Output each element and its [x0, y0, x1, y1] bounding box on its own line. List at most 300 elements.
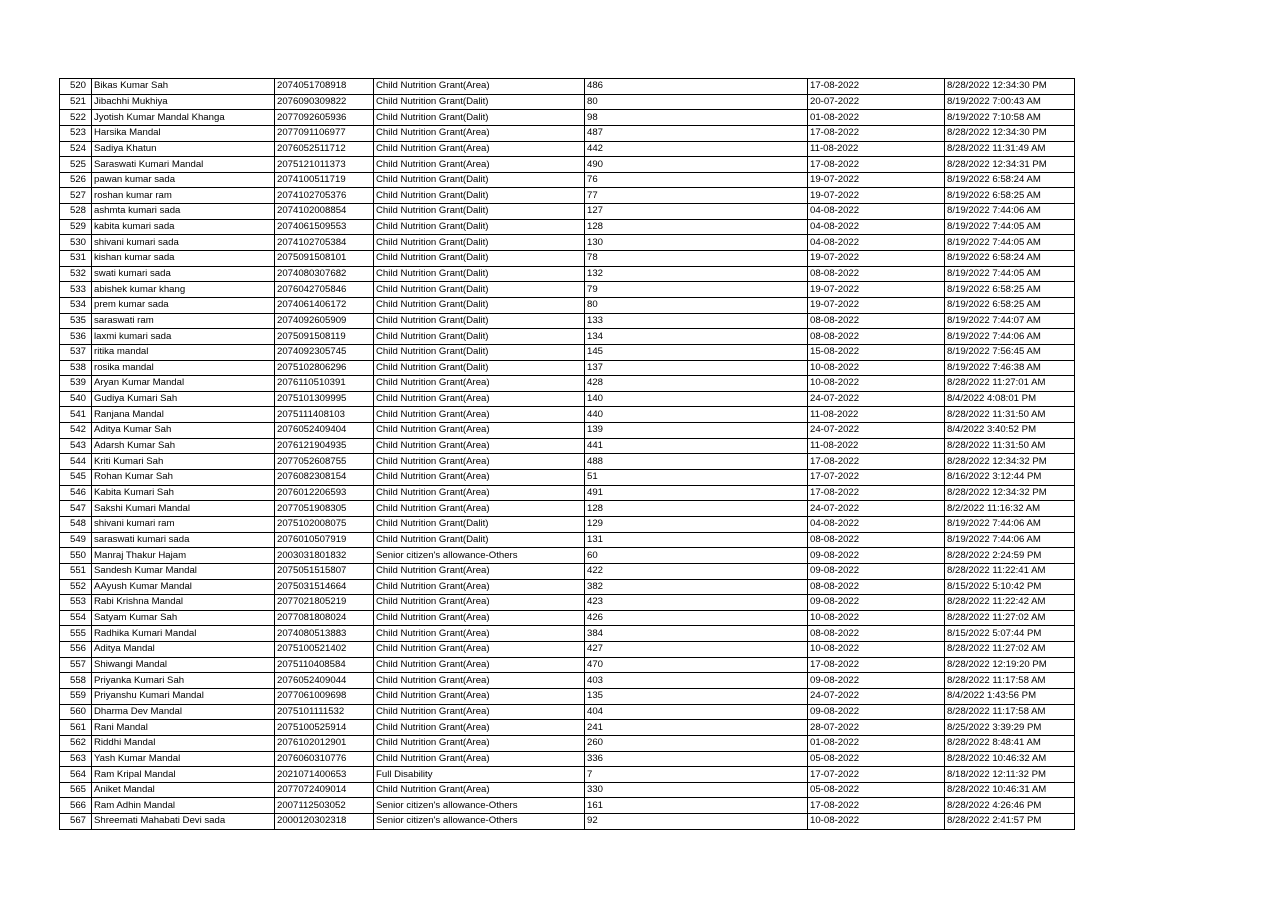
name-cell: Riddhi Mandal — [92, 735, 275, 751]
table-row — [60, 329, 1075, 345]
amount-cell: 486 — [585, 79, 808, 95]
timestamp-cell: 8/28/2022 12:34:32 PM — [945, 485, 1075, 501]
grant-type-cell: Child Nutrition Grant(Area) — [374, 470, 585, 486]
grant-type-cell: Child Nutrition Grant(Dalit) — [374, 313, 585, 329]
date-cell: 19-07-2022 — [808, 188, 945, 204]
serial-number-cell: 529 — [60, 219, 92, 235]
timestamp-cell: 8/19/2022 6:58:25 AM — [945, 282, 1075, 298]
grant-type-cell: Child Nutrition Grant(Area) — [374, 157, 585, 173]
id-number-cell: 2076052409404 — [275, 423, 374, 439]
name-cell: Yash Kumar Mandal — [92, 751, 275, 767]
timestamp-cell: 8/28/2022 2:24:59 PM — [945, 548, 1075, 564]
grant-type-cell: Child Nutrition Grant(Area) — [374, 626, 585, 642]
serial-number-cell: 557 — [60, 657, 92, 673]
timestamp-cell: 8/19/2022 6:58:24 AM — [945, 251, 1075, 267]
serial-number-cell: 554 — [60, 610, 92, 626]
id-number-cell: 2076082308154 — [275, 470, 374, 486]
timestamp-cell: 8/28/2022 11:17:58 AM — [945, 704, 1075, 720]
timestamp-cell: 8/28/2022 10:46:32 AM — [945, 751, 1075, 767]
amount-cell: 403 — [585, 673, 808, 689]
serial-number-cell: 558 — [60, 673, 92, 689]
table-row — [60, 172, 1075, 188]
grant-type-cell: Senior citizen's allowance-Others — [374, 548, 585, 564]
table-row — [60, 516, 1075, 532]
name-cell: laxmi kumari sada — [92, 329, 275, 345]
amount-cell: 422 — [585, 563, 808, 579]
records-body — [60, 79, 1075, 830]
name-cell: Jyotish Kumar Mandal Khanga — [92, 110, 275, 126]
table-row — [60, 532, 1075, 548]
timestamp-cell: 8/19/2022 7:44:05 AM — [945, 235, 1075, 251]
id-number-cell: 2076010507919 — [275, 532, 374, 548]
grant-type-cell: Child Nutrition Grant(Dalit) — [374, 110, 585, 126]
amount-cell: 137 — [585, 360, 808, 376]
grant-type-cell: Child Nutrition Grant(Area) — [374, 423, 585, 439]
date-cell: 08-08-2022 — [808, 579, 945, 595]
date-cell: 10-08-2022 — [808, 376, 945, 392]
name-cell: Manraj Thakur Hajam — [92, 548, 275, 564]
table-row — [60, 157, 1075, 173]
id-number-cell: 2074092605909 — [275, 313, 374, 329]
amount-cell: 440 — [585, 407, 808, 423]
id-number-cell: 2076052409044 — [275, 673, 374, 689]
table-row — [60, 94, 1075, 110]
amount-cell: 132 — [585, 266, 808, 282]
grant-type-cell: Child Nutrition Grant(Area) — [374, 454, 585, 470]
timestamp-cell: 8/28/2022 12:34:30 PM — [945, 79, 1075, 95]
serial-number-cell: 545 — [60, 470, 92, 486]
timestamp-cell: 8/28/2022 11:27:02 AM — [945, 642, 1075, 658]
table-row — [60, 563, 1075, 579]
grant-type-cell: Child Nutrition Grant(Area) — [374, 376, 585, 392]
grant-type-cell: Child Nutrition Grant(Area) — [374, 141, 585, 157]
amount-cell: 80 — [585, 94, 808, 110]
table-row — [60, 610, 1075, 626]
grant-type-cell: Senior citizen's allowance-Others — [374, 814, 585, 830]
name-cell: Sadiya Khatun — [92, 141, 275, 157]
table-row — [60, 297, 1075, 313]
date-cell: 19-07-2022 — [808, 297, 945, 313]
amount-cell: 134 — [585, 329, 808, 345]
grant-type-cell: Child Nutrition Grant(Dalit) — [374, 172, 585, 188]
date-cell: 04-08-2022 — [808, 235, 945, 251]
table-row — [60, 814, 1075, 830]
name-cell: Kabita Kumari Sah — [92, 485, 275, 501]
grant-type-cell: Child Nutrition Grant(Area) — [374, 704, 585, 720]
id-number-cell: 2077091106977 — [275, 125, 374, 141]
serial-number-cell: 530 — [60, 235, 92, 251]
name-cell: Kriti Kumari Sah — [92, 454, 275, 470]
date-cell: 19-07-2022 — [808, 282, 945, 298]
table-row — [60, 360, 1075, 376]
serial-number-cell: 550 — [60, 548, 92, 564]
date-cell: 15-08-2022 — [808, 344, 945, 360]
serial-number-cell: 525 — [60, 157, 92, 173]
grant-type-cell: Child Nutrition Grant(Area) — [374, 579, 585, 595]
grant-type-cell: Full Disability — [374, 767, 585, 783]
amount-cell: 129 — [585, 516, 808, 532]
serial-number-cell: 538 — [60, 360, 92, 376]
table-row — [60, 454, 1075, 470]
date-cell: 01-08-2022 — [808, 735, 945, 751]
amount-cell: 488 — [585, 454, 808, 470]
table-row — [60, 735, 1075, 751]
id-number-cell: 2075051515807 — [275, 563, 374, 579]
timestamp-cell: 8/19/2022 6:58:25 AM — [945, 188, 1075, 204]
name-cell: abishek kumar khang — [92, 282, 275, 298]
name-cell: Dharma Dev Mandal — [92, 704, 275, 720]
serial-number-cell: 520 — [60, 79, 92, 95]
table-row — [60, 548, 1075, 564]
timestamp-cell: 8/28/2022 12:34:32 PM — [945, 454, 1075, 470]
amount-cell: 428 — [585, 376, 808, 392]
serial-number-cell: 544 — [60, 454, 92, 470]
table-row — [60, 798, 1075, 814]
grant-type-cell: Child Nutrition Grant(Area) — [374, 501, 585, 517]
id-number-cell: 2075091508119 — [275, 329, 374, 345]
id-number-cell: 2075100525914 — [275, 720, 374, 736]
grant-type-cell: Child Nutrition Grant(Dalit) — [374, 266, 585, 282]
id-number-cell: 2074061406172 — [275, 297, 374, 313]
name-cell: Rani Mandal — [92, 720, 275, 736]
grant-type-cell: Child Nutrition Grant(Area) — [374, 79, 585, 95]
amount-cell: 78 — [585, 251, 808, 267]
date-cell: 24-07-2022 — [808, 501, 945, 517]
amount-cell: 241 — [585, 720, 808, 736]
timestamp-cell: 8/19/2022 7:44:06 AM — [945, 532, 1075, 548]
name-cell: kishan kumar sada — [92, 251, 275, 267]
timestamp-cell: 8/4/2022 4:08:01 PM — [945, 391, 1075, 407]
grant-type-cell: Child Nutrition Grant(Area) — [374, 125, 585, 141]
serial-number-cell: 563 — [60, 751, 92, 767]
date-cell: 17-07-2022 — [808, 767, 945, 783]
date-cell: 05-08-2022 — [808, 782, 945, 798]
serial-number-cell: 564 — [60, 767, 92, 783]
name-cell: Shreemati Mahabati Devi sada — [92, 814, 275, 830]
grant-type-cell: Child Nutrition Grant(Dalit) — [374, 94, 585, 110]
grant-type-cell: Child Nutrition Grant(Area) — [374, 610, 585, 626]
date-cell: 10-08-2022 — [808, 814, 945, 830]
id-number-cell: 2077021805219 — [275, 595, 374, 611]
grant-type-cell: Child Nutrition Grant(Area) — [374, 751, 585, 767]
amount-cell: 145 — [585, 344, 808, 360]
serial-number-cell: 537 — [60, 344, 92, 360]
timestamp-cell: 8/16/2022 3:12:44 PM — [945, 470, 1075, 486]
grant-type-cell: Child Nutrition Grant(Area) — [374, 657, 585, 673]
amount-cell: 490 — [585, 157, 808, 173]
timestamp-cell: 8/28/2022 11:31:49 AM — [945, 141, 1075, 157]
table-row — [60, 595, 1075, 611]
date-cell: 20-07-2022 — [808, 94, 945, 110]
date-cell: 19-07-2022 — [808, 251, 945, 267]
name-cell: Ram Adhin Mandal — [92, 798, 275, 814]
id-number-cell: 2074061509553 — [275, 219, 374, 235]
id-number-cell: 2074051708918 — [275, 79, 374, 95]
serial-number-cell: 524 — [60, 141, 92, 157]
name-cell: Aryan Kumar Mandal — [92, 376, 275, 392]
grant-type-cell: Child Nutrition Grant(Area) — [374, 391, 585, 407]
timestamp-cell: 8/2/2022 11:16:32 AM — [945, 501, 1075, 517]
id-number-cell: 2076052511712 — [275, 141, 374, 157]
name-cell: shivani kumari ram — [92, 516, 275, 532]
date-cell: 10-08-2022 — [808, 642, 945, 658]
grant-type-cell: Child Nutrition Grant(Area) — [374, 735, 585, 751]
table-row — [60, 579, 1075, 595]
id-number-cell: 2021071400653 — [275, 767, 374, 783]
grant-type-cell: Child Nutrition Grant(Dalit) — [374, 282, 585, 298]
amount-cell: 60 — [585, 548, 808, 564]
amount-cell: 442 — [585, 141, 808, 157]
table-row — [60, 125, 1075, 141]
id-number-cell: 2077052608755 — [275, 454, 374, 470]
serial-number-cell: 566 — [60, 798, 92, 814]
date-cell: 17-08-2022 — [808, 454, 945, 470]
amount-cell: 7 — [585, 767, 808, 783]
id-number-cell: 2075121011373 — [275, 157, 374, 173]
serial-number-cell: 541 — [60, 407, 92, 423]
date-cell: 01-08-2022 — [808, 110, 945, 126]
name-cell: Jibachhi Mukhiya — [92, 94, 275, 110]
serial-number-cell: 561 — [60, 720, 92, 736]
serial-number-cell: 562 — [60, 735, 92, 751]
timestamp-cell: 8/28/2022 4:26:46 PM — [945, 798, 1075, 814]
date-cell: 17-08-2022 — [808, 657, 945, 673]
date-cell: 11-08-2022 — [808, 407, 945, 423]
name-cell: Aditya Mandal — [92, 642, 275, 658]
timestamp-cell: 8/28/2022 8:48:41 AM — [945, 735, 1075, 751]
date-cell: 11-08-2022 — [808, 438, 945, 454]
serial-number-cell: 542 — [60, 423, 92, 439]
serial-number-cell: 535 — [60, 313, 92, 329]
name-cell: kabita kumari sada — [92, 219, 275, 235]
date-cell: 24-07-2022 — [808, 423, 945, 439]
timestamp-cell: 8/19/2022 7:44:06 AM — [945, 329, 1075, 345]
serial-number-cell: 540 — [60, 391, 92, 407]
amount-cell: 127 — [585, 204, 808, 220]
serial-number-cell: 531 — [60, 251, 92, 267]
name-cell: Saraswati Kumari Mandal — [92, 157, 275, 173]
table-row — [60, 235, 1075, 251]
timestamp-cell: 8/28/2022 11:22:41 AM — [945, 563, 1075, 579]
date-cell: 28-07-2022 — [808, 720, 945, 736]
name-cell: prem kumar sada — [92, 297, 275, 313]
id-number-cell: 2075100521402 — [275, 642, 374, 658]
grant-type-cell: Child Nutrition Grant(Area) — [374, 673, 585, 689]
name-cell: Rabi Krishna Mandal — [92, 595, 275, 611]
grant-type-cell: Child Nutrition Grant(Area) — [374, 688, 585, 704]
amount-cell: 384 — [585, 626, 808, 642]
timestamp-cell: 8/28/2022 11:27:02 AM — [945, 610, 1075, 626]
timestamp-cell: 8/28/2022 10:46:31 AM — [945, 782, 1075, 798]
grant-type-cell: Child Nutrition Grant(Area) — [374, 782, 585, 798]
grant-type-cell: Senior citizen's allowance-Others — [374, 798, 585, 814]
timestamp-cell: 8/28/2022 11:17:58 AM — [945, 673, 1075, 689]
date-cell: 19-07-2022 — [808, 172, 945, 188]
amount-cell: 51 — [585, 470, 808, 486]
name-cell: Priyanshu Kumari Mandal — [92, 688, 275, 704]
date-cell: 08-08-2022 — [808, 532, 945, 548]
id-number-cell: 2075101309995 — [275, 391, 374, 407]
table-row — [60, 407, 1075, 423]
date-cell: 09-08-2022 — [808, 563, 945, 579]
name-cell: Ranjana Mandal — [92, 407, 275, 423]
amount-cell: 161 — [585, 798, 808, 814]
name-cell: ritika mandal — [92, 344, 275, 360]
amount-cell: 404 — [585, 704, 808, 720]
serial-number-cell: 551 — [60, 563, 92, 579]
amount-cell: 139 — [585, 423, 808, 439]
timestamp-cell: 8/18/2022 12:11:32 PM — [945, 767, 1075, 783]
date-cell: 08-08-2022 — [808, 313, 945, 329]
id-number-cell: 2074102008854 — [275, 204, 374, 220]
amount-cell: 128 — [585, 501, 808, 517]
serial-number-cell: 539 — [60, 376, 92, 392]
serial-number-cell: 553 — [60, 595, 92, 611]
timestamp-cell: 8/19/2022 7:44:05 AM — [945, 219, 1075, 235]
grant-type-cell: Child Nutrition Grant(Dalit) — [374, 329, 585, 345]
grant-type-cell: Child Nutrition Grant(Dalit) — [374, 344, 585, 360]
timestamp-cell: 8/28/2022 12:34:30 PM — [945, 125, 1075, 141]
amount-cell: 441 — [585, 438, 808, 454]
id-number-cell: 2000120302318 — [275, 814, 374, 830]
serial-number-cell: 565 — [60, 782, 92, 798]
grant-type-cell: Child Nutrition Grant(Dalit) — [374, 360, 585, 376]
name-cell: Harsika Mandal — [92, 125, 275, 141]
id-number-cell: 2074100511719 — [275, 172, 374, 188]
name-cell: Gudiya Kumari Sah — [92, 391, 275, 407]
amount-cell: 336 — [585, 751, 808, 767]
date-cell: 17-08-2022 — [808, 125, 945, 141]
name-cell: Rohan Kumar Sah — [92, 470, 275, 486]
id-number-cell: 2075101111532 — [275, 704, 374, 720]
serial-number-cell: 555 — [60, 626, 92, 642]
date-cell: 09-08-2022 — [808, 673, 945, 689]
timestamp-cell: 8/28/2022 12:34:31 PM — [945, 157, 1075, 173]
date-cell: 17-07-2022 — [808, 470, 945, 486]
timestamp-cell: 8/28/2022 2:41:57 PM — [945, 814, 1075, 830]
grant-type-cell: Child Nutrition Grant(Area) — [374, 595, 585, 611]
id-number-cell: 2074092305745 — [275, 344, 374, 360]
amount-cell: 92 — [585, 814, 808, 830]
table-row — [60, 485, 1075, 501]
amount-cell: 470 — [585, 657, 808, 673]
date-cell: 09-08-2022 — [808, 595, 945, 611]
timestamp-cell: 8/19/2022 7:46:38 AM — [945, 360, 1075, 376]
serial-number-cell: 536 — [60, 329, 92, 345]
date-cell: 04-08-2022 — [808, 516, 945, 532]
table-row — [60, 391, 1075, 407]
grant-type-cell: Child Nutrition Grant(Area) — [374, 485, 585, 501]
id-number-cell: 2075110408584 — [275, 657, 374, 673]
name-cell: ashmta kumari sada — [92, 204, 275, 220]
timestamp-cell: 8/28/2022 11:31:50 AM — [945, 438, 1075, 454]
serial-number-cell: 559 — [60, 688, 92, 704]
name-cell: roshan kumar ram — [92, 188, 275, 204]
timestamp-cell: 8/4/2022 3:40:52 PM — [945, 423, 1075, 439]
amount-cell: 98 — [585, 110, 808, 126]
id-number-cell: 2075091508101 — [275, 251, 374, 267]
amount-cell: 423 — [585, 595, 808, 611]
date-cell: 04-08-2022 — [808, 204, 945, 220]
date-cell: 17-08-2022 — [808, 157, 945, 173]
table-row — [60, 642, 1075, 658]
date-cell: 08-08-2022 — [808, 626, 945, 642]
date-cell: 17-08-2022 — [808, 798, 945, 814]
id-number-cell: 2075031514664 — [275, 579, 374, 595]
name-cell: saraswati ram — [92, 313, 275, 329]
timestamp-cell: 8/19/2022 7:44:07 AM — [945, 313, 1075, 329]
table-row — [60, 251, 1075, 267]
grant-type-cell: Child Nutrition Grant(Dalit) — [374, 251, 585, 267]
amount-cell: 79 — [585, 282, 808, 298]
grant-type-cell: Child Nutrition Grant(Area) — [374, 438, 585, 454]
name-cell: Priyanka Kumari Sah — [92, 673, 275, 689]
serial-number-cell: 526 — [60, 172, 92, 188]
serial-number-cell: 522 — [60, 110, 92, 126]
serial-number-cell: 533 — [60, 282, 92, 298]
id-number-cell: 2074102705384 — [275, 235, 374, 251]
name-cell: pawan kumar sada — [92, 172, 275, 188]
serial-number-cell: 534 — [60, 297, 92, 313]
date-cell: 24-07-2022 — [808, 688, 945, 704]
date-cell: 08-08-2022 — [808, 329, 945, 345]
timestamp-cell: 8/19/2022 7:44:06 AM — [945, 516, 1075, 532]
amount-cell: 260 — [585, 735, 808, 751]
table-row — [60, 438, 1075, 454]
amount-cell: 427 — [585, 642, 808, 658]
name-cell: Aniket Mandal — [92, 782, 275, 798]
date-cell: 17-08-2022 — [808, 485, 945, 501]
timestamp-cell: 8/28/2022 11:22:42 AM — [945, 595, 1075, 611]
timestamp-cell: 8/19/2022 7:00:43 AM — [945, 94, 1075, 110]
id-number-cell: 2075102806296 — [275, 360, 374, 376]
grant-type-cell: Child Nutrition Grant(Dalit) — [374, 516, 585, 532]
amount-cell: 491 — [585, 485, 808, 501]
timestamp-cell: 8/15/2022 5:07:44 PM — [945, 626, 1075, 642]
table-row — [60, 767, 1075, 783]
date-cell: 05-08-2022 — [808, 751, 945, 767]
timestamp-cell: 8/19/2022 6:58:25 AM — [945, 297, 1075, 313]
id-number-cell: 2077072409014 — [275, 782, 374, 798]
table-row — [60, 688, 1075, 704]
table-row — [60, 423, 1075, 439]
date-cell: 11-08-2022 — [808, 141, 945, 157]
date-cell: 04-08-2022 — [808, 219, 945, 235]
grant-type-cell: Child Nutrition Grant(Dalit) — [374, 204, 585, 220]
name-cell: Adarsh Kumar Sah — [92, 438, 275, 454]
serial-number-cell: 546 — [60, 485, 92, 501]
id-number-cell: 2074080513883 — [275, 626, 374, 642]
amount-cell: 128 — [585, 219, 808, 235]
table-row — [60, 470, 1075, 486]
serial-number-cell: 527 — [60, 188, 92, 204]
table-row — [60, 673, 1075, 689]
serial-number-cell: 521 — [60, 94, 92, 110]
name-cell: AAyush Kumar Mandal — [92, 579, 275, 595]
serial-number-cell: 549 — [60, 532, 92, 548]
name-cell: rosika mandal — [92, 360, 275, 376]
date-cell: 10-08-2022 — [808, 610, 945, 626]
name-cell: shivani kumari sada — [92, 235, 275, 251]
timestamp-cell: 8/4/2022 1:43:56 PM — [945, 688, 1075, 704]
timestamp-cell: 8/19/2022 7:10:58 AM — [945, 110, 1075, 126]
serial-number-cell: 547 — [60, 501, 92, 517]
grant-type-cell: Child Nutrition Grant(Dalit) — [374, 297, 585, 313]
grant-type-cell: Child Nutrition Grant(Dalit) — [374, 532, 585, 548]
grant-type-cell: Child Nutrition Grant(Area) — [374, 407, 585, 423]
timestamp-cell: 8/19/2022 6:58:24 AM — [945, 172, 1075, 188]
table-row — [60, 720, 1075, 736]
